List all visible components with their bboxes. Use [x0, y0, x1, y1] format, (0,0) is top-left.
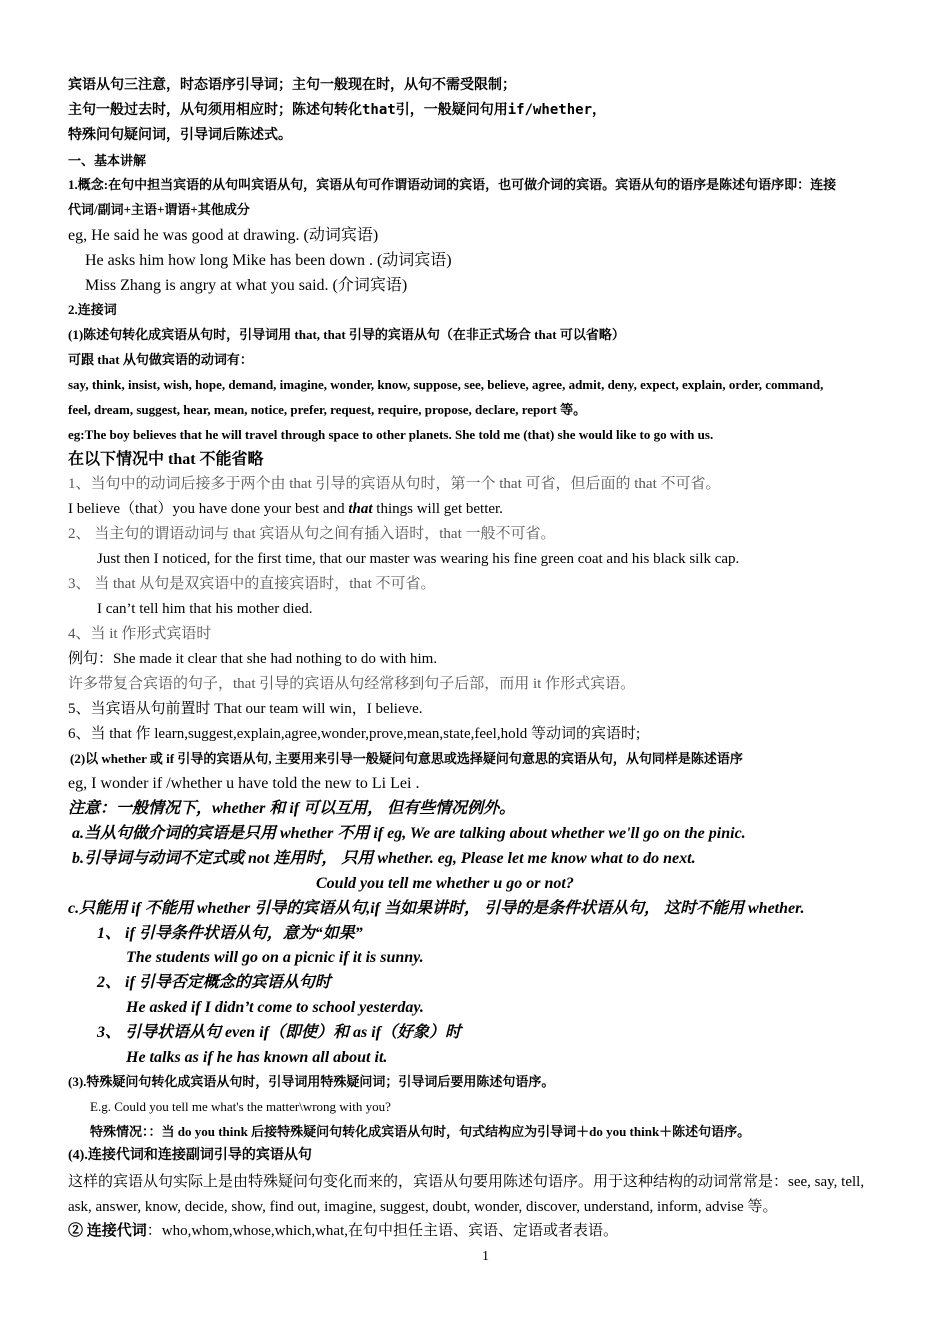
case-1-example-part-1: I believe（that）you have done your best and — [68, 501, 349, 517]
case-6: 6、当 that 作 learn,suggest,explain,agree,wonder,prove,mean,state,feel,hold 等动词的宾语时; — [68, 726, 641, 742]
case-5: 5、当宾语从句前置时 That our team will win，I believe. — [68, 701, 423, 717]
concept-example-1: eg, He said he was good at drawing. (动词宾语) — [68, 227, 379, 244]
note-c-2-example: He asked if I didn’t come to school yesterday. — [126, 999, 424, 1016]
connectives-heading: 2.连接词 — [68, 302, 117, 317]
whether-example: eg, I wonder if /whether u have told the new to Li Lei . — [68, 775, 420, 792]
concept-line-1: 1.概念:在句中担当宾语的从句叫宾语从句，宾语从句可作谓语动词的宾语，也可做介词的宾语。宾语从句的语序是陈述句语序即：连接 — [68, 177, 837, 192]
case-4-example: 例句：She made it clear that she had nothing to do with him. — [68, 651, 438, 667]
note-heading: 注意：一般情况下，whether 和 if 可以互用， 但有些情况例外。 — [68, 800, 516, 817]
concept-example-2: He asks him how long Mike has been down . (动词宾语) — [85, 252, 452, 269]
whether-intro: (2)以 whether 或 if 引导的宾语从句, 主要用来引导一般疑问句意思或选择疑问句意思的宾语从句，从句同样是陈述语序 — [70, 751, 743, 766]
case-3-example: I can’t tell him that his mother died. — [97, 601, 313, 617]
note-a: a.当从句做介词的宾语是只用 whether 不用 if eg, We are talking about whether we'll go on the pinic. — [72, 825, 746, 842]
note-c-3-example: He talks as if he has known all about it. — [126, 1049, 388, 1066]
that-verbs-line-1: say, think, insist, wish, hope, demand, imagine, wonder, know, suppose, see, believe, agree, admit, deny, expect, explain, order, command, — [68, 377, 824, 392]
note-c-1: 1、 if 引导条件状语从句，意为“如果” — [97, 925, 363, 942]
case-1-example — [68, 500, 503, 518]
that-verbs-title: 可跟 that 从句做宾语的动词有： — [68, 352, 253, 367]
section-4-text-2: ask, answer, know, decide, show, find out, imagine, suggest, doubt, wonder, discover, understand, inform, advise 等。 — [68, 1199, 778, 1215]
note-b: b.引导词与动词不定式或 not 连用时， 只用 whether. eg, Please let me know what to do next. — [72, 850, 696, 867]
case-1-example-emphasis: that — [348, 501, 373, 517]
note-c: c.只能用 if 不能用 whether 引导的宾语从句,if 当如果讲时， 引导的是条件状语从句， 这时不能用 whether. — [68, 900, 805, 917]
mnemonic-line-3: 特殊问句疑问词，引导词后陈述式。 — [68, 127, 292, 143]
that-verbs-line-2: feel, dream, suggest, hear, mean, notice, prefer, request, require, propose, declare, report 等。 — [68, 402, 587, 417]
case-1-example-part-2: things will get better. — [372, 501, 503, 517]
note-c-2: 2、 if 引导否定概念的宾语从句时 — [97, 974, 331, 991]
case-1: 1、当句中的动词后接多于两个由 that 引导的宾语从句时，第一个 that 可省，但后面的 that 不可省。 — [68, 476, 721, 492]
wh-question-example: E.g. Could you tell me what's the matter\wrong with you? — [90, 1099, 391, 1114]
note-c-3: 3、 引导状语从句 even if（即使）和 as if（好象）时 — [97, 1024, 461, 1041]
that-intro: (1)陈述句转化成宾语从句时，引导词用 that, that 引导的宾语从句（在非正式场合 that 可以省略） — [68, 327, 625, 342]
concept-example-3: Miss Zhang is angry at what you said. (介词宾语) — [85, 277, 408, 294]
section-4-text-1: 这样的宾语从句实际上是由特殊疑问句变化而来的，宾语从句要用陈述句语序。用于这种结构的动词常常是：see, say, tell, — [68, 1174, 865, 1190]
section-4-pronouns-label: ② 连接代词 — [68, 1223, 147, 1239]
case-4: 4、当 it 作形式宾语时 — [68, 626, 212, 642]
case-2-example: Just then I noticed, for the first time, that our master was wearing his fine green coat and his black silk cap. — [97, 551, 740, 567]
case-4-note: 许多带复合宾语的句子，that 引导的宾语从句经常移到句子后部，而用 it 作形式宾语。 — [68, 676, 636, 692]
note-b-example-2: Could you tell me whether u go or not? — [316, 875, 574, 892]
mnemonic-line-2: 主句一般过去时，从句须用相应时；陈述句转化that引，一般疑问句用if/whether， — [68, 102, 607, 118]
section-4-heading: (4).连接代词和连接副词引导的宾语从句 — [68, 1148, 312, 1163]
no-omit-heading: 在以下情况中 that 不能省略 — [68, 451, 264, 468]
section-4-pronouns — [68, 1222, 618, 1240]
note-c-1-example: The students will go on a picnic if it is sunny. — [126, 949, 424, 966]
case-2: 2、 当主句的谓语动词与 that 宾语从句之间有插入语时，that 一般不可省。 — [68, 526, 556, 542]
case-3: 3、 当 that 从句是双宾语中的直接宾语时，that 不可省。 — [68, 576, 436, 592]
that-example: eg:The boy believes that he will travel through space to other planets. She told me (that) she would like to go with us. — [68, 427, 714, 442]
wh-question-intro: (3).特殊疑问句转化成宾语从句时，引导词用特殊疑问词；引导词后要用陈述句语序。 — [68, 1074, 555, 1089]
section-title: 一、基本讲解 — [68, 153, 147, 168]
mnemonic-line-1: 宾语从句三注意，时态语序引导词；主句一般现在时，从句不需受限制； — [68, 77, 516, 93]
concept-line-2: 代词/副词+主语+谓语+其他成分 — [68, 202, 250, 217]
section-4-pronouns-text: ：who,whom,whose,which,what,在句中担任主语、宾语、定语或者表语。 — [146, 1223, 618, 1239]
wh-question-special: 特殊情况：：当 do you think 后接特殊疑问句转化成宾语从句时，句式结构应为引导词＋do you think＋陈述句语序。 — [90, 1124, 751, 1139]
page-number: 1 — [482, 1249, 489, 1264]
